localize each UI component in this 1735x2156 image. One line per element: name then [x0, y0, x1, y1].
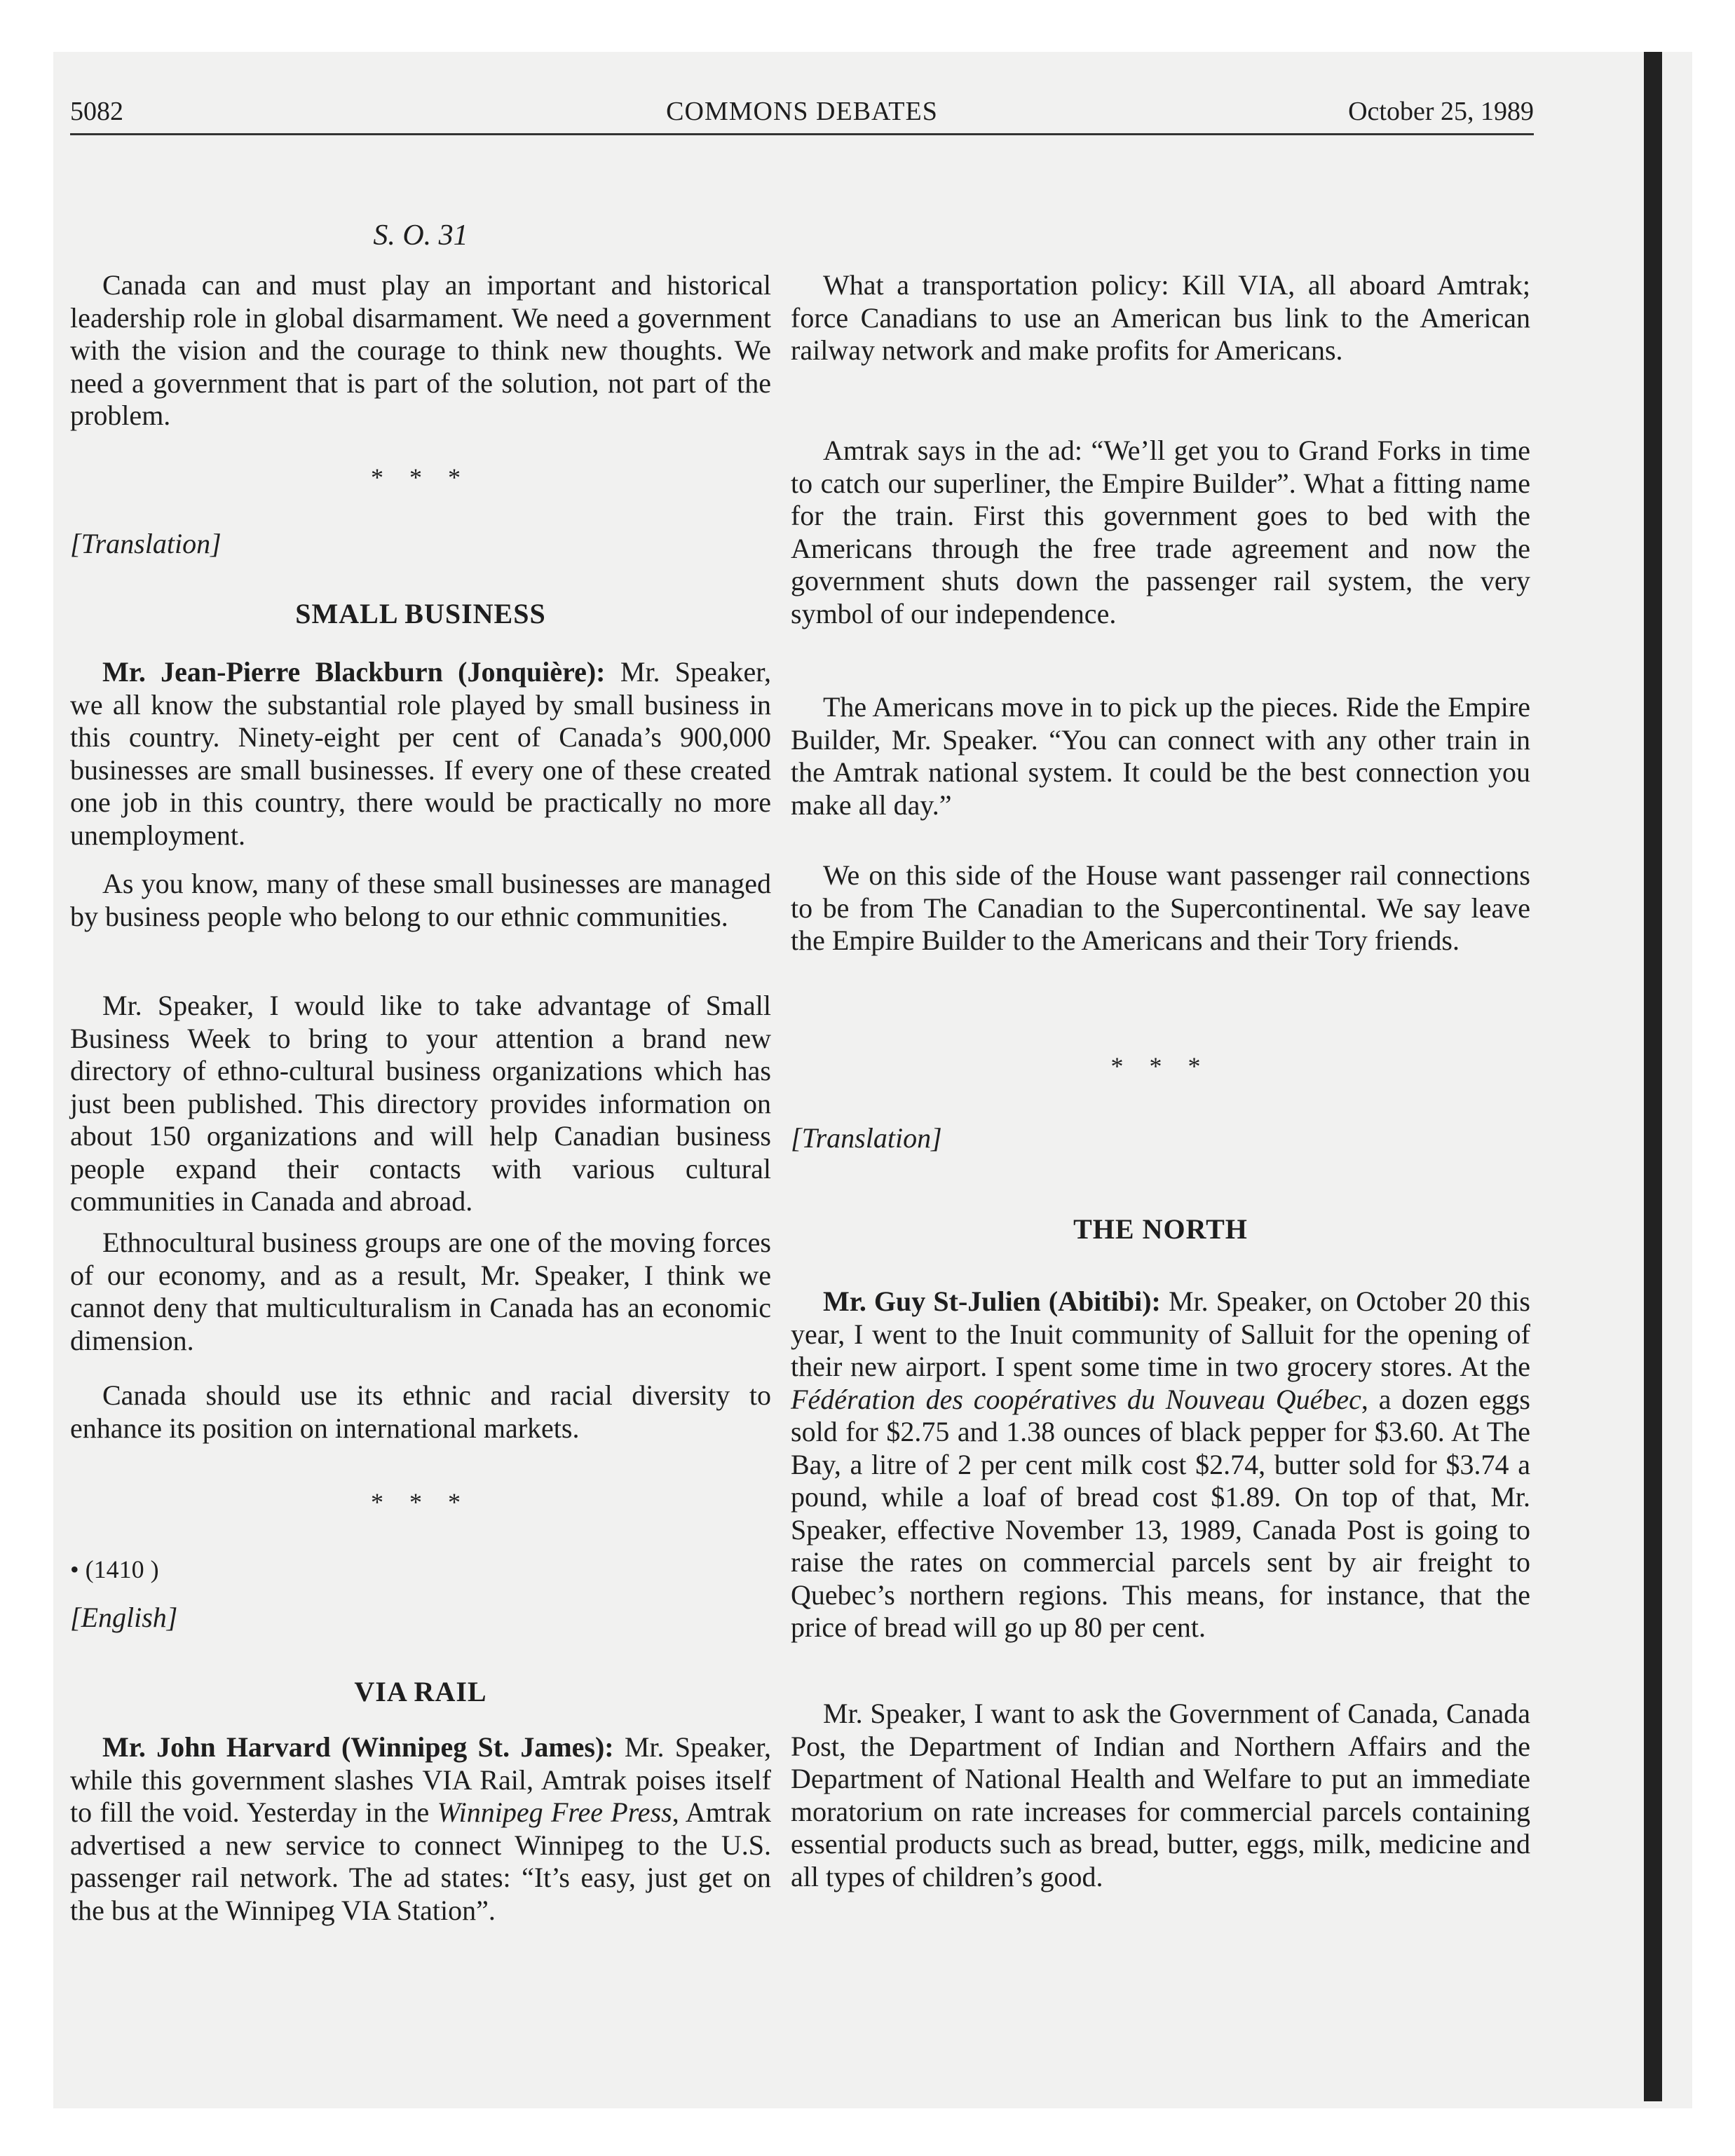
- paragraph-via-rail-4: The Americans move in to pick up the pieces. Ride the Empire Builder, Mr. Speaker. “You can connect with any other train in the Amtrak national system. It could be the best connection you make all day.”: [791, 691, 1530, 821]
- section-separator: * * *: [1110, 1052, 1211, 1080]
- paragraph-via-rail-1: [70, 1731, 771, 1927]
- paragraph-small-business-1: [70, 656, 771, 852]
- paragraph-via-rail-5: We on this side of the House want passenger rail connections to be from The Canadian to the Supercontinental. We say leave the Empire Builder to the Americans and their Tory friends.: [791, 859, 1530, 956]
- paragraph-via-rail-2: What a transportation policy: Kill VIA, all aboard Amtrak; force Canadians to use an American bus link to the American railway network and make profits for Americans.: [791, 269, 1530, 366]
- translation-tag: [Translation]: [70, 528, 222, 559]
- heading-small-business: SMALL BUSINESS: [295, 598, 546, 629]
- paragraph-small-business-5: Canada should use its ethnic and racial diversity to enhance its position on international markets.: [70, 1379, 771, 1444]
- speech-text: Mr. Speaker, we all know the substantial role played by small business in this country. Ninety-eight per cent of Canada’s 900,000 businesses are small businesses. If every one of these created one job in this country, there would be practically no more unemployment.: [70, 656, 772, 851]
- speech-text: Mr. Speaker, while this government slashes VIA Rail, Amtrak poises itself to fill the void. Yesterday in the: [70, 1731, 772, 1828]
- heading-via-rail: VIA RAIL: [354, 1676, 487, 1707]
- publication-title: COMMONS DEBATES: [666, 97, 938, 126]
- publication-date: October 25, 1989: [1348, 97, 1534, 126]
- newspaper-title: Winnipeg Free Press: [437, 1796, 672, 1828]
- translation-tag: [Translation]: [791, 1122, 942, 1154]
- speaker-name: Mr. John Harvard (Winnipeg St. James):: [102, 1731, 614, 1763]
- speech-text: , a dozen eggs sold for $2.75 and 1.38 ounces of black pepper for $3.60. At The Bay, a litre of 2 per cent milk cost $2.74, butter sold for $3.74 a pound, while a loaf of bread cost $1.89. On top of that, Mr. Speaker, effective November 13, 1989, Canada Post is going to raise the rates on commercial parcels sent by air freight to Quebec’s northern regions. This means, for instance, that the price of bread will go up 80 per cent.: [791, 1383, 1530, 1643]
- heading-the-north: THE NORTH: [1073, 1213, 1248, 1245]
- paragraph-small-business-3: Mr. Speaker, I would like to take advantage of Small Business Week to bring to your attention a brand new directory of ethno-cultural business organizations which has just been published. This directory provides information on about 150 organizations and will help Canadian business people expand their contacts with various cultural communities in Canada and abroad.: [70, 990, 771, 1217]
- paragraph-north-2: Mr. Speaker, I want to ask the Government of Canada, Canada Post, the Department of Indian and Northern Affairs and the Department of National Health and Welfare to put an immediate moratorium on rate increases for commercial parcels containing essential products such as bread, butter, eggs, milk, medicine and all types of children’s good.: [791, 1698, 1530, 1892]
- scan-edge-bar: [1644, 52, 1662, 2101]
- page-number: 5082: [70, 97, 123, 126]
- paragraph-small-business-4: Ethnocultural business groups are one of the moving forces of our economy, and as a result, Mr. Speaker, I think we cannot deny that multiculturalism in Canada has an economic dimension.: [70, 1227, 771, 1356]
- paragraph-small-business-2: As you know, many of these small businesses are managed by business people who belong to our ethnic communities.: [70, 868, 771, 932]
- section-separator: * * *: [371, 463, 470, 491]
- header-rule: [70, 133, 1534, 135]
- speaker-name: Mr. Jean-Pierre Blackburn (Jonquière):: [102, 656, 606, 688]
- speech-text: , Amtrak advertised a new service to connect Winnipeg to the U.S. passenger rail network. The ad states: “It’s easy, just get on the bus at the Winnipeg VIA Station”.: [70, 1796, 771, 1926]
- standing-order-label: S. O. 31: [373, 219, 468, 252]
- paragraph-north-1: [791, 1285, 1530, 1644]
- speech-text: Mr. Speaker, on October 20 this year, I went to the Inuit community of Salluit for the opening of their new airport. I spent some time in two grocery stores. At the: [791, 1285, 1530, 1382]
- paragraph-disarmament: Canada can and must play an important and historical leadership role in global disarmament. We need a government with the vision and the courage to think new thoughts. We need a government that is part of the solution, not part of the problem.: [70, 269, 771, 431]
- paragraph-via-rail-3: Amtrak says in the ad: “We’ll get you to Grand Forks in time to catch our superliner, the Empire Builder”. What a fitting name for the train. First this government goes to bed with the Americans through the free trade agreement and now the government shuts down the passenger rail system, the very symbol of our independence.: [791, 435, 1530, 629]
- english-tag: [English]: [70, 1602, 178, 1633]
- section-separator: * * *: [371, 1488, 470, 1516]
- time-stamp: • (1410 ): [70, 1555, 159, 1583]
- cooperative-name: Fédération des coopératives du Nouveau Québec: [791, 1383, 1361, 1415]
- speaker-name: Mr. Guy St-Julien (Abitibi):: [823, 1285, 1161, 1317]
